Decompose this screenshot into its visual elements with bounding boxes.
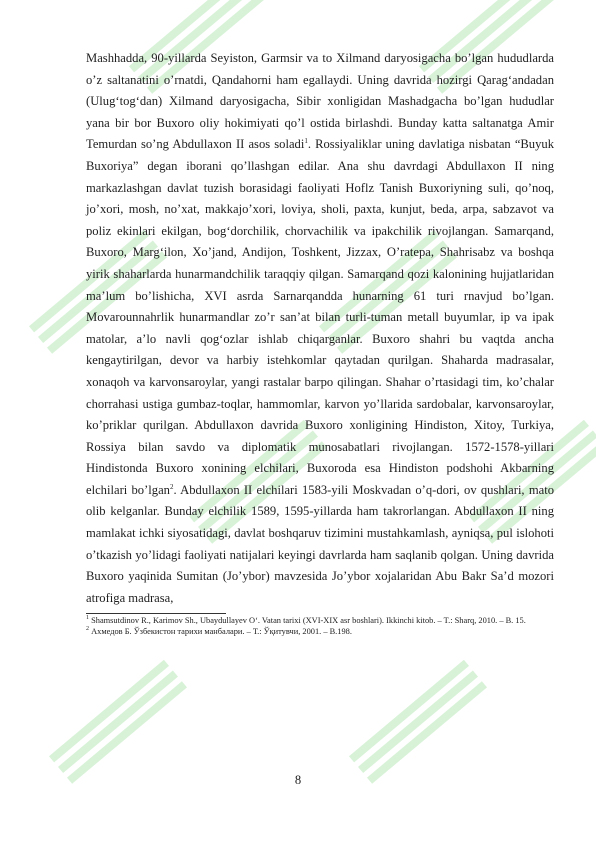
page-content <box>86 48 554 637</box>
footnote-separator <box>86 613 226 614</box>
footnote-1-text: Shamsutdinov R., Karimov Sh., Ubaydullayev O‘. Vatan tarixi (XVI-XIX asr boshlari). Ikkinchi kitob. – T.: Sharq, 2010. – B. 15. <box>89 616 526 626</box>
footnote-ref-1[interactable]: 1 <box>304 137 308 146</box>
watermark-stroke <box>349 660 487 784</box>
footnote-2-mark: 2 <box>86 625 89 632</box>
body-text: Mashhadda, 90-yillarda Seyiston, Garmsir va to Xilmand daryosigacha bo’lgan hududlarda o’z saltanatini o’rnatdi, Qandahorni ham egallaydi. Uning davrida hozirgi Qarag‘andadan (Ulug‘tog‘dan) Xilmand daryosigacha, Sibir xonligidan Mashadgacha bo’lgan hududlar yana bir bor Buxoro oliy hokimiyati qo’l ostida birlashdi. Bunday katta saltanatga Amir Temurdan so’ng Abdullaxon II asos soladi <box>86 51 554 152</box>
footnote-ref-2[interactable]: 2 <box>169 482 174 491</box>
footnote-2 <box>86 627 554 637</box>
body-text-continued: . Rossiyaliklar uning davlatiga nisbatan “Buyuk Buxoriya” degan iborani qo’llashgan edilar. Ana shu davrdagi Abdullaxon II ning markazlashgan davlat tuzish borasidagi faoliyati Hoflz Tanish Buxoriyning suli, qo’noq, jo’xori, mosh, no’xat, makkajo’xori, loviya, sholi, paxta, kunjut, beda, arpa, sabzavot va poliz ekinlari ekilgan, bog‘dorchilik, chorvachilik va ipakchilik rivojlangan. Samarqand, Buxoro, Marg‘ilon, Xo’jand, Andijon, Toshkent, Jizzax, O’ratepa, Shahrisabz va boshqa yirik shaharlarda hunarmandchilik taraqqiy qilgan. Samarqand qozi kalonining hujjatlaridan ma’lum bo’lishicha, XVI asrda Sarnarqandda hunarning 61 turi rnavjud bo’lgan. Movarounnahrlik hunarmandlar zo’r san’at bilan turli-tuman metall buyumlar, ip va ipak matolar, a’lo navli qog‘ozlar ishlab chiqarganlar. Buxoro shahri bu vaqtda ancha kengaytirilgan, devor va harbiy istehkomlar qaytadan qurilgan. Shaharda madrasalar, xonaqoh va karvonsaroylar, yangi rastalar barpo qilingan. Shahar o’rtasidagi tim, ko’chalar chorrahasi ustiga gumbaz-toqlar, hammomlar, karvon yo’llarida sardobalar, karvonsaroylar, ko’priklar qurilgan. Abdullaxon davrida Buxoro xonligining Hindiston, Xitoy, Turkiya, Rossiya bilan savdo va diplomatik munosabatlari rivojlangan. 1572-1578-yillari Hindistonda Buxoro xonining elchilari, Buxoroda esa Hindiston podshohi Akbarning elchilari bo’lgan <box>86 137 554 497</box>
footnote-1 <box>86 616 554 626</box>
watermark-stroke <box>49 660 187 784</box>
body-text-end: . Abdullaxon II elchilari 1583-yili Moskvadan o’q-dori, ov qushlari, mato olib kelganlar. Bunday elchilik 1589, 1595-yillarda ham takrorlangan. Abdullaxon II ning mamlakat ichki siyosatidagi, davlat boshqaruv tizimini mustahkamlash, ayniqsa, pul islohoti o’tkazish yo’lidagi faoliyati natijalari keyingi davrlarda ham saqlanib qolgan. Uning davrida Buxoro yaqinida Sumitan (Jo’ybor) mavzesida Jo’ybor xojalaridan Abu Bakr Sa’d mozori atrofiga madrasa, <box>86 482 555 605</box>
footnotes <box>86 616 554 636</box>
page-number: 8 <box>294 773 302 787</box>
body-paragraph <box>86 48 554 609</box>
footnote-2-text: Ахмедов Б. Ўзбекистон тарихи манбалари. – Т.: Ўқитувчи, 2001. – B.198. <box>89 626 352 636</box>
footnote-1-mark: 1 <box>86 615 89 622</box>
